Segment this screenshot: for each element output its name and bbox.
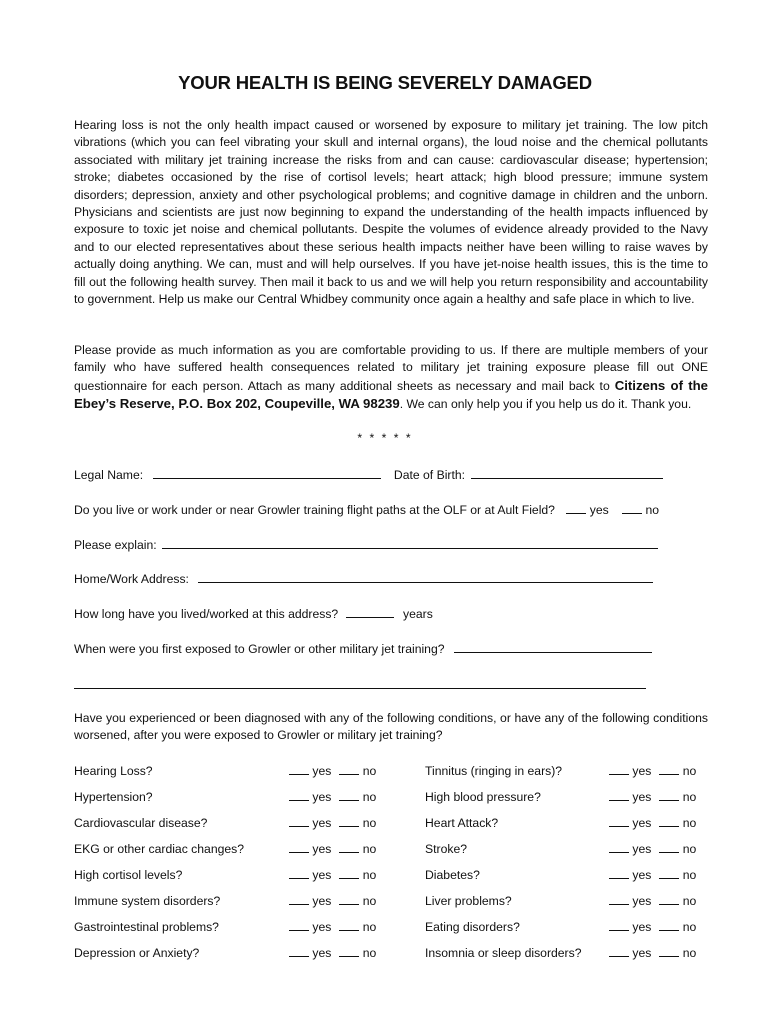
- condition-yes-blank[interactable]: [289, 919, 309, 931]
- condition-no-label: no: [359, 816, 377, 830]
- condition-label-left: Cardiovascular disease?: [74, 816, 208, 830]
- condition-answer-left: [289, 919, 376, 935]
- condition-yes-label: yes: [309, 842, 332, 856]
- condition-label-right: Diabetes?: [425, 868, 480, 882]
- condition-no-blank[interactable]: [339, 763, 359, 775]
- condition-label-left: Hearing Loss?: [74, 764, 153, 778]
- how-long-row: [74, 606, 433, 622]
- condition-yes-label: yes: [629, 894, 652, 908]
- condition-yes-label: yes: [629, 816, 652, 830]
- condition-yes-label: yes: [309, 946, 332, 960]
- condition-answer-left: [289, 815, 376, 831]
- condition-no-label: no: [679, 868, 697, 882]
- condition-answer-right: [609, 841, 696, 857]
- condition-no-label: no: [359, 920, 377, 934]
- date-of-birth-field[interactable]: [471, 467, 663, 479]
- condition-yes-blank[interactable]: [609, 841, 629, 853]
- instructions-text: Please provide as much information as you are comfortable providing to us. If there are multiple members of your family who have suffered health consequences related to military jet training exposure please fill out ONE questionnaire for each person. Attach as many additional sheets as necessary and mail back to: [74, 343, 708, 393]
- condition-yes-blank[interactable]: [289, 763, 309, 775]
- legal-name-row: [74, 467, 663, 483]
- condition-label-right: High blood pressure?: [425, 790, 541, 804]
- condition-no-label: no: [359, 946, 377, 960]
- condition-yes-blank[interactable]: [289, 841, 309, 853]
- flight-path-question: Do you live or work under or near Growler training flight paths at the OLF or at Ault Field?: [74, 503, 555, 517]
- condition-label-right: Stroke?: [425, 842, 468, 856]
- date-of-birth-label: Date of Birth:: [393, 468, 466, 482]
- flight-path-no-label: no: [645, 503, 660, 517]
- explain-row: [74, 537, 658, 553]
- how-long-label: How long have you lived/worked at this address?: [74, 607, 339, 621]
- condition-label-right: Liver problems?: [425, 894, 512, 908]
- condition-yes-blank[interactable]: [609, 945, 629, 957]
- condition-label-right: Insomnia or sleep disorders?: [425, 946, 582, 960]
- section-separator: * * * * *: [357, 431, 413, 445]
- condition-no-blank[interactable]: [339, 867, 359, 879]
- condition-yes-blank[interactable]: [289, 815, 309, 827]
- condition-yes-label: yes: [629, 764, 652, 778]
- condition-answer-left: [289, 789, 376, 805]
- please-explain-label: Please explain:: [74, 538, 157, 552]
- condition-yes-blank[interactable]: [609, 893, 629, 905]
- condition-yes-label: yes: [629, 842, 652, 856]
- condition-yes-blank[interactable]: [609, 789, 629, 801]
- condition-no-label: no: [679, 816, 697, 830]
- condition-answer-left: [289, 893, 376, 909]
- condition-no-blank[interactable]: [339, 893, 359, 905]
- legal-name-field[interactable]: [153, 467, 381, 479]
- condition-yes-label: yes: [309, 790, 332, 804]
- condition-label-right: Tinnitus (ringing in ears)?: [425, 764, 563, 778]
- how-long-field[interactable]: [346, 606, 394, 618]
- condition-answer-left: [289, 841, 376, 857]
- condition-no-blank[interactable]: [339, 919, 359, 931]
- condition-yes-blank[interactable]: [609, 815, 629, 827]
- condition-yes-blank[interactable]: [609, 867, 629, 879]
- condition-yes-label: yes: [629, 920, 652, 934]
- condition-no-label: no: [679, 790, 697, 804]
- condition-no-blank[interactable]: [659, 919, 679, 931]
- condition-answer-right: [609, 789, 696, 805]
- condition-no-label: no: [359, 868, 377, 882]
- condition-no-label: no: [359, 790, 377, 804]
- condition-no-blank[interactable]: [339, 841, 359, 853]
- condition-answer-right: [609, 919, 696, 935]
- instructions-paragraph: [74, 342, 708, 414]
- first-exposed-label: When were you first exposed to Growler or other military jet training?: [74, 642, 445, 656]
- condition-yes-blank[interactable]: [289, 945, 309, 957]
- condition-answer-right: [609, 867, 696, 883]
- condition-yes-label: yes: [309, 868, 332, 882]
- condition-label-left: EKG or other cardiac changes?: [74, 842, 245, 856]
- condition-label-left: Gastrointestinal problems?: [74, 920, 219, 934]
- conditions-question: Have you experienced or been diagnosed with any of the following conditions, or have any of the following conditions worsened, after you were exposed to Growler or military jet training?: [74, 711, 708, 743]
- instructions-closing: . We can only help you if you help us do it. Thank you.: [399, 397, 692, 412]
- condition-no-label: no: [679, 946, 697, 960]
- condition-yes-label: yes: [629, 790, 652, 804]
- condition-no-label: no: [679, 764, 697, 778]
- condition-yes-label: yes: [309, 920, 332, 934]
- condition-label-right: Eating disorders?: [425, 920, 520, 934]
- condition-answer-left: [289, 867, 376, 883]
- address-field[interactable]: [198, 571, 653, 583]
- condition-answer-right: [609, 945, 696, 961]
- condition-label-left: Immune system disorders?: [74, 894, 221, 908]
- address-row: [74, 571, 653, 587]
- condition-no-label: no: [359, 842, 377, 856]
- please-explain-field[interactable]: [162, 537, 658, 549]
- condition-yes-label: yes: [309, 894, 332, 908]
- years-label: years: [403, 607, 433, 621]
- condition-no-label: no: [679, 894, 697, 908]
- legal-name-label: Legal Name:: [74, 468, 144, 482]
- condition-no-blank[interactable]: [659, 789, 679, 801]
- flight-path-no-blank[interactable]: [622, 502, 642, 514]
- first-exposed-row: [74, 641, 652, 657]
- condition-no-blank[interactable]: [659, 867, 679, 879]
- condition-yes-blank[interactable]: [289, 867, 309, 879]
- condition-no-blank[interactable]: [659, 893, 679, 905]
- condition-no-blank[interactable]: [339, 815, 359, 827]
- condition-label-left: Depression or Anxiety?: [74, 946, 200, 960]
- intro-paragraph: Hearing loss is not the only health impact caused or worsened by exposure to military jet training. The low pitch vibrations (which you can feel vibrating your skull and internal organs), the loud noise and the chemical pollutants associated with military jet training increase the risks from and can cause: cardiovascular disease; hypertension; stroke; diabetes occasioned by the rise of cortisol levels; heart attack; high blood pressure; immune system disorders; depression, anxiety and other psychological problems; and cognitive damage in children and the unborn. Physicians and scientists are just now beginning to expand the understanding of the health impacts influenced by exposure to toxic jet noise and chemical pollutants. Despite the volumes of evidence already provided to the Navy and to our elected representatives about these serious health impacts neither have been willing to raise waves by actually doing anything. We can, must and will help ourselves. If you have jet-noise health issues, this is the time to fill out the following health survey. Then mail it back to us and we will help you return responsibility and accountability to government. Help us make our Central Whidbey community once again a healthy and safe place in which to live.: [74, 118, 708, 307]
- condition-yes-blank[interactable]: [609, 763, 629, 775]
- flight-path-yes-blank[interactable]: [566, 502, 586, 514]
- condition-no-blank[interactable]: [339, 945, 359, 957]
- condition-no-label: no: [359, 764, 377, 778]
- condition-label-left: High cortisol levels?: [74, 868, 183, 882]
- condition-no-label: no: [679, 920, 697, 934]
- condition-yes-label: yes: [629, 946, 652, 960]
- mailing-address: Citizens of the Ebey’s Reserve, P.O. Box 202, Coupeville, WA 98239: [74, 377, 708, 412]
- condition-answer-right: [609, 763, 696, 779]
- condition-answer-left: [289, 945, 376, 961]
- condition-yes-label: yes: [309, 764, 332, 778]
- condition-yes-blank[interactable]: [289, 893, 309, 905]
- condition-no-blank[interactable]: [339, 789, 359, 801]
- condition-yes-label: yes: [629, 868, 652, 882]
- condition-no-label: no: [359, 894, 377, 908]
- condition-answer-left: [289, 763, 376, 779]
- condition-answer-right: [609, 815, 696, 831]
- condition-no-blank[interactable]: [659, 815, 679, 827]
- page-title: YOUR HEALTH IS BEING SEVERELY DAMAGED: [178, 72, 592, 93]
- condition-label-left: Hypertension?: [74, 790, 153, 804]
- condition-no-label: no: [679, 842, 697, 856]
- condition-answer-right: [609, 893, 696, 909]
- flight-path-row: [74, 502, 659, 518]
- condition-yes-blank[interactable]: [609, 919, 629, 931]
- condition-no-blank[interactable]: [659, 841, 679, 853]
- condition-no-blank[interactable]: [659, 763, 679, 775]
- flight-path-yes-label: yes: [589, 503, 609, 517]
- condition-yes-blank[interactable]: [289, 789, 309, 801]
- condition-no-blank[interactable]: [659, 945, 679, 957]
- condition-label-right: Heart Attack?: [425, 816, 499, 830]
- condition-yes-label: yes: [309, 816, 332, 830]
- address-label: Home/Work Address:: [74, 572, 189, 586]
- first-exposed-continuation-line[interactable]: [74, 688, 646, 689]
- first-exposed-field[interactable]: [454, 641, 652, 653]
